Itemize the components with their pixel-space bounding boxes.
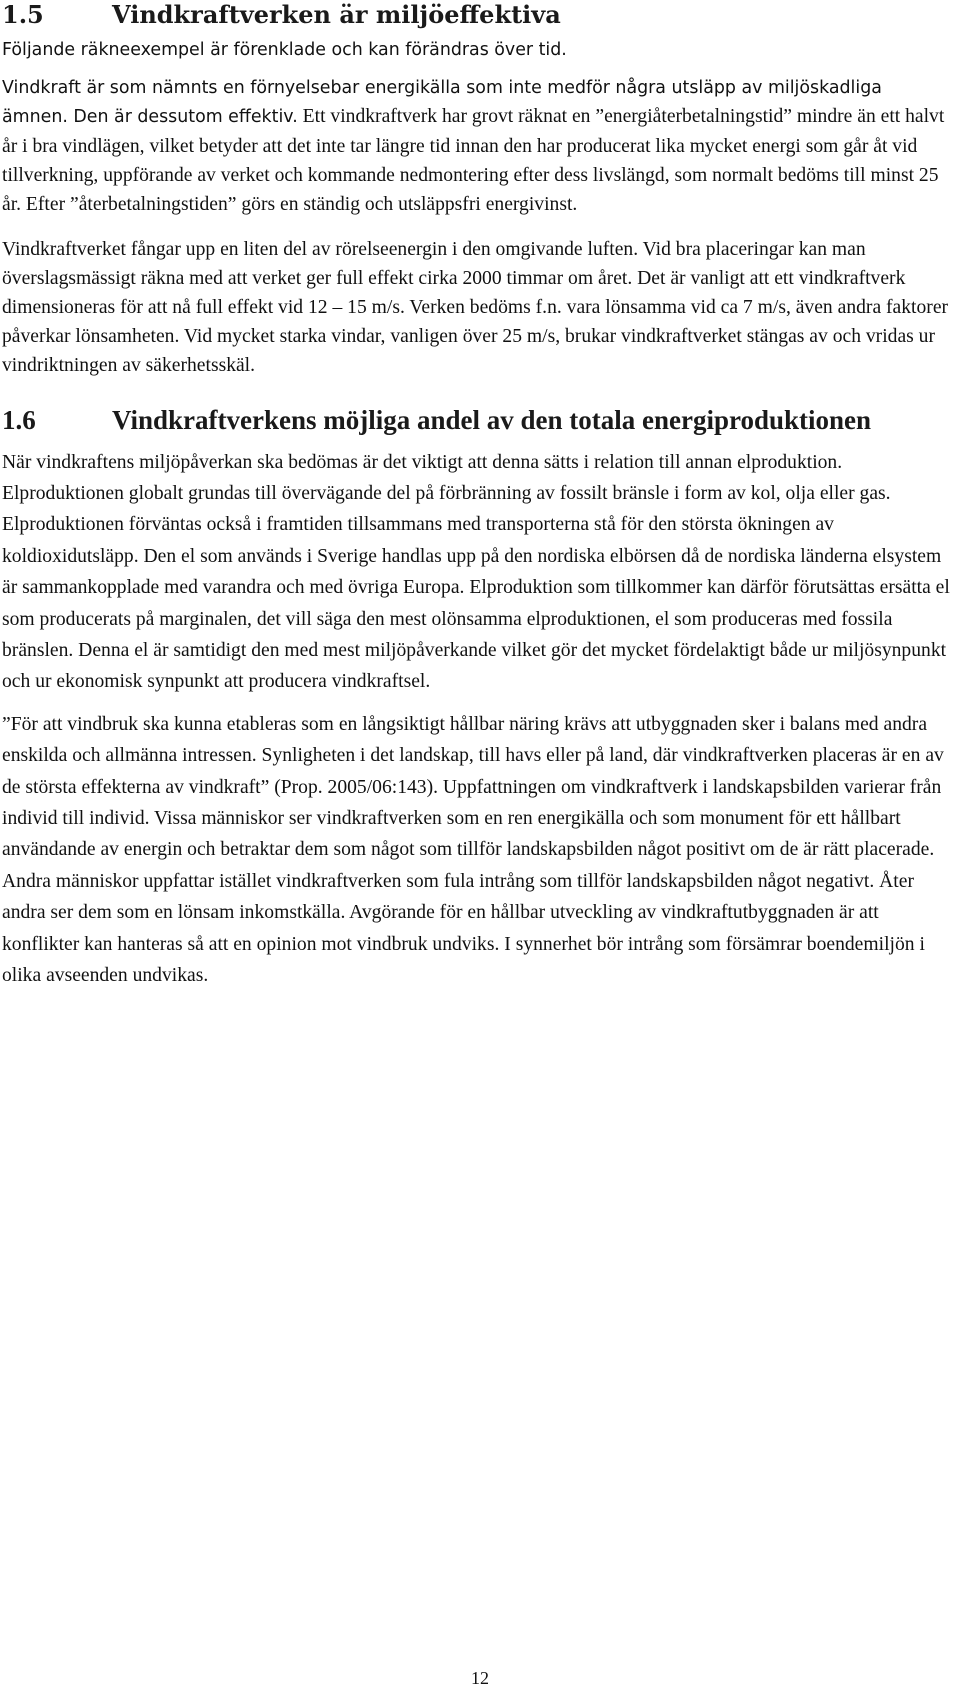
section-heading-1-5 xyxy=(2,0,950,30)
efficiency-text-sans: Vindkraft är som nämnts en förnyelsebar energikälla som inte medför några utsläpp av miljöskadliga ämnen. Den är dessutom effektiv. xyxy=(2,77,882,127)
efficiency-paragraph xyxy=(2,74,950,219)
section-heading-1-6 xyxy=(2,403,950,437)
section-title: Vindkraftverken är miljöeffektiva xyxy=(112,0,561,29)
landscape-paragraph: ”För att vindbruk ska kunna etableras som en långsiktigt hållbar näring krävs att utbyggnaden sker i balans med andra enskilda och allmänna intressen. Synligheten i det landskap, till havs eller på land, där vindkraftverken placeras är en av de största effekterna av vindkraft” (Prop. 2005/06:143). Uppfattningen om vindkraftverk i landskapsbilden varierar från individ till individ. Vissa människor ser vindkraftverken som en ren energikälla och som monument för ett hållbart användande av energin och betraktar dem som något som tillför landskapsbilden något positivt om de är rätt placerade. Andra människor uppfattar istället vindkraftverken som fula intrång som tillför landskapsbilden något negativt. Åter andra ser dem som en lönsam inkomstkälla. Avgörande för en hållbar utveckling av vindkraftutbyggnaden är att konflikter kan hanteras så att en opinion mot vindbruk undviks. I synnerhet bör intrång som försämrar boendemiljön i olika avseenden undvikas. xyxy=(2,713,944,986)
efficiency-text-serif: Ett vindkraftverk har grovt räknat en ”energiåterbetalningstid” mindre än ett halvt år i bra vindlägen, vilket betyder att det inte tar längre tid innan den har producerat lika mycket energi som går åt vid tillverkning, uppförande av verket och kommande nedmontering efter dess livslängd, som normalt bedöms till minst 25 år. Efter ”återbetalningstiden” görs en ständig och utsläppsfri energivinst. xyxy=(2,106,945,215)
environmental-impact-paragraph: När vindkraftens miljöpåverkan ska bedömas är det viktigt att denna sätts i relation till annan elproduktion. Elproduktionen globalt grundas till övervägande del på förbränning av fossilt bränsle i form av kol, olja eller gas. Elproduktionen förväntas också i framtiden tillsammans med transporterna stå för den största ökningen av koldioxidutsläpp. Den el som används i Sverige handlas upp på den nordiska elbörsen då de nordiska länderna elsystem är sammankopplade med varandra och med övriga Europa. Elproduktion som tillkommer kan därför förutsättas ersätta el som producerats på marginalen, det vill säga den mest olönsamma elproduktionen, el som produceras med fossila bränslen. Denna el är samtidigt den med mest miljöpåverkande vilket gör det mycket fördelaktigt både ur miljösynpunkt och ur ekonomisk synpunkt att producera vindkraftsel. xyxy=(2,451,950,693)
wind-energy-paragraph: Vindkraftverket fångar upp en liten del av rörelseenergin i den omgivande luften. Vid bra placeringar kan man överslagsmässigt räkna med att verket ger full effekt cirka 2000 timmar om året. Det är vanligt att ett vindkraftverk dimensioneras för att nå full effekt vid 12 – 15 m/s. Verken bedöms f.n. vara lönsamma vid ca 7 m/s, även andra faktorer påverkar lönsamheten. Vid mycket starka vindar, vanligen över 25 m/s, brukar vindkraftverket stängas av och vridas ur vindriktningen av säkerhetsskäl. xyxy=(2,238,949,376)
section-number: 1.5 xyxy=(2,0,44,29)
section-number: 1.6 xyxy=(2,404,36,435)
section-title: Vindkraftverkens möjliga andel av den totala energiproduktionen xyxy=(112,404,872,435)
page-number: 12 xyxy=(471,1668,489,1688)
intro-paragraph: Följande räkneexempel är förenklade och kan förändras över tid. xyxy=(2,40,567,60)
